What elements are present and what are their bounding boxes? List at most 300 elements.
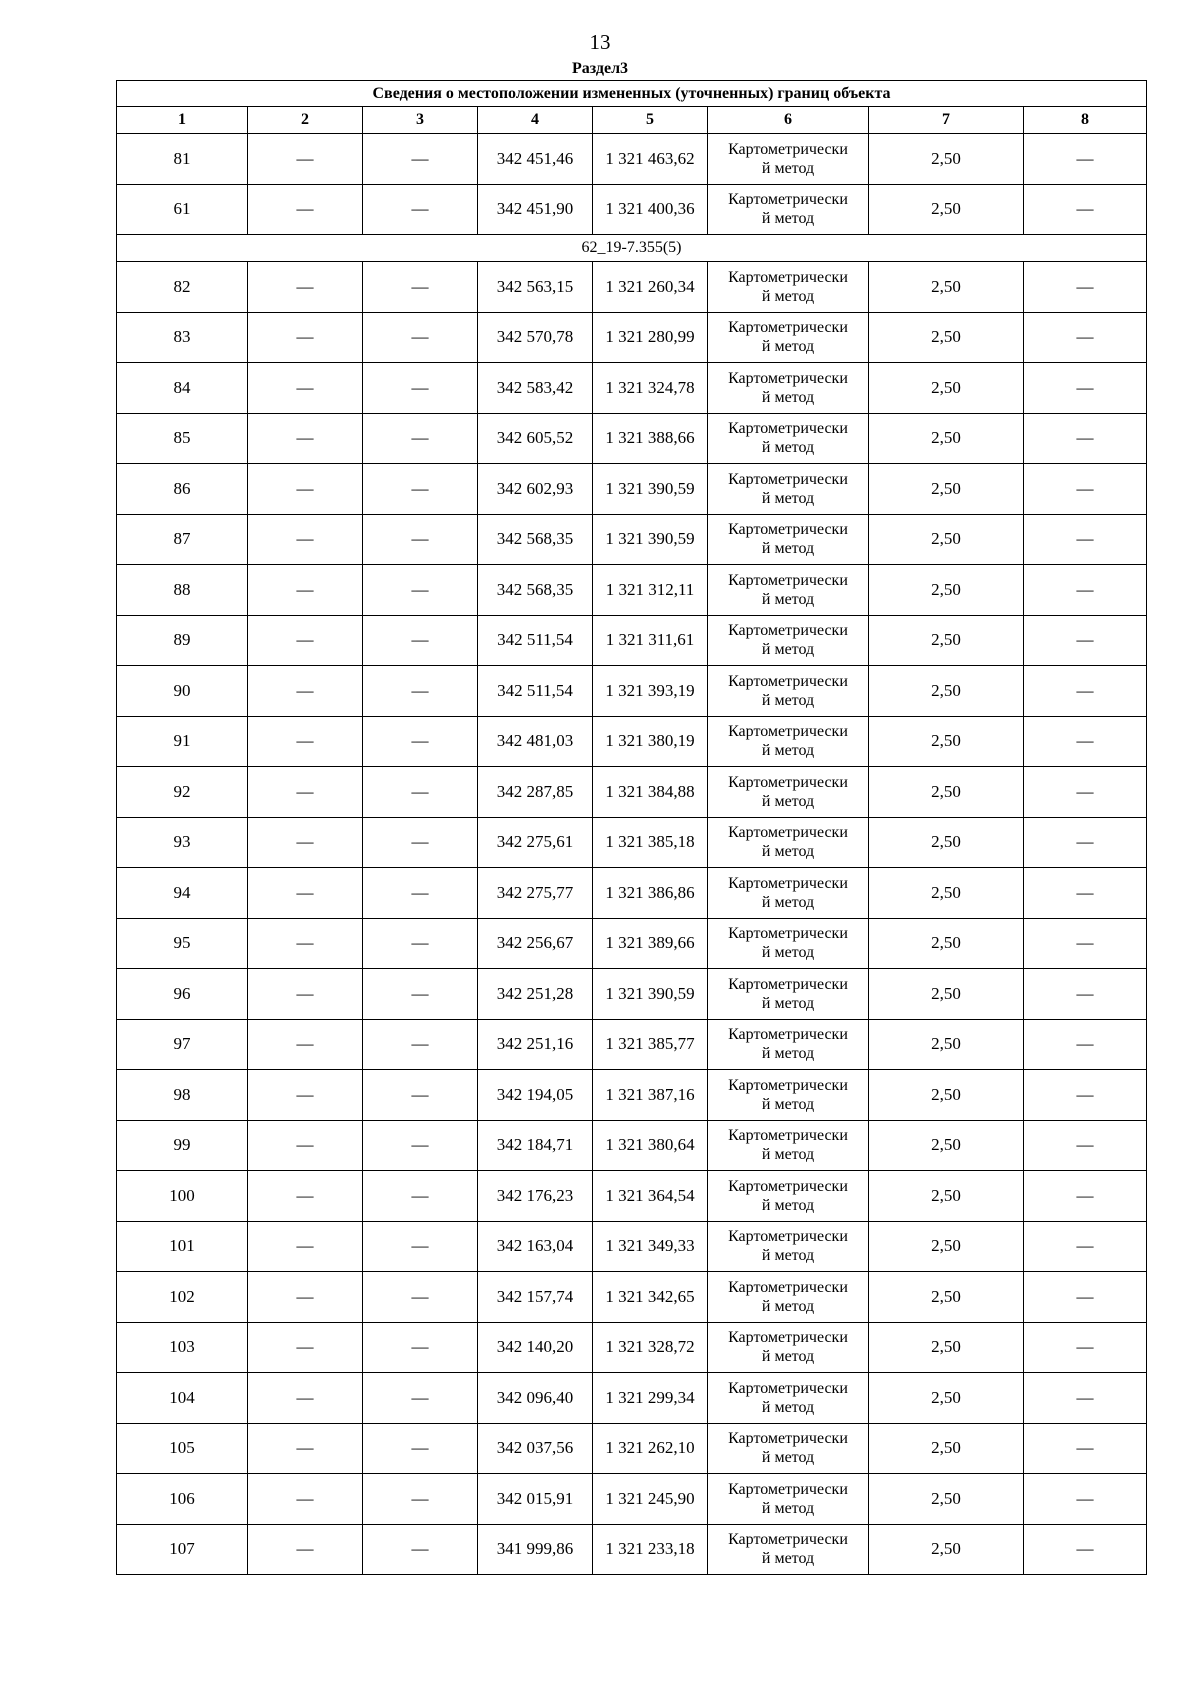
method-line-2: й метод [761, 1398, 815, 1416]
method-line-2: й метод [761, 1146, 815, 1164]
x-coordinate-cell: 342 015,91 [478, 1474, 593, 1525]
point-number-cell: 101 [117, 1221, 248, 1272]
x-coordinate-cell: 342 275,77 [478, 868, 593, 919]
method-line-2: й метод [761, 439, 815, 457]
method-line-2: й метод [761, 1297, 815, 1315]
method-line-1: Картометрически [728, 672, 848, 690]
column-2-cell: — [248, 1070, 363, 1121]
y-coordinate-cell: 1 321 311,61 [593, 615, 708, 666]
column-3-cell: — [363, 464, 478, 515]
table-row [117, 817, 1147, 868]
method-line-1: Картометрически [728, 420, 848, 438]
method-line-1: Картометрически [728, 1278, 848, 1296]
method-cell [708, 363, 869, 414]
column-8-cell: — [1024, 666, 1147, 717]
x-coordinate-cell: 342 570,78 [478, 312, 593, 363]
column-8-cell: — [1024, 817, 1147, 868]
table-row [117, 1272, 1147, 1323]
method-line-1: Картометрически [728, 571, 848, 589]
column-2-cell: — [248, 666, 363, 717]
table-row [117, 363, 1147, 414]
method-line-1: Картометрически [728, 824, 848, 842]
method-cell [708, 1171, 869, 1222]
method-line-2: й метод [761, 893, 815, 911]
method-line-2: й метод [761, 159, 815, 177]
accuracy-cell: 2,50 [869, 1120, 1024, 1171]
point-number-cell: 82 [117, 262, 248, 313]
method-line-1: Картометрически [728, 1228, 848, 1246]
point-number-cell: 95 [117, 918, 248, 969]
table-row [117, 868, 1147, 919]
point-number-cell: 85 [117, 413, 248, 464]
accuracy-cell: 2,50 [869, 1019, 1024, 1070]
column-3-cell: — [363, 1019, 478, 1070]
column-8-cell: — [1024, 363, 1147, 414]
y-coordinate-cell: 1 321 262,10 [593, 1423, 708, 1474]
method-cell [708, 1322, 869, 1373]
y-coordinate-cell: 1 321 342,65 [593, 1272, 708, 1323]
method-cell [708, 312, 869, 363]
column-8-cell: — [1024, 767, 1147, 818]
method-line-1: Картометрически [728, 925, 848, 943]
column-8-cell: — [1024, 1322, 1147, 1373]
y-coordinate-cell: 1 321 299,34 [593, 1373, 708, 1424]
column-2-cell: — [248, 514, 363, 565]
column-3-cell: — [363, 312, 478, 363]
method-line-2: й метод [761, 691, 815, 709]
accuracy-cell: 2,50 [869, 666, 1024, 717]
column-2-cell: — [248, 1474, 363, 1525]
method-cell [708, 184, 869, 235]
accuracy-cell: 2,50 [869, 918, 1024, 969]
column-2-cell: — [248, 1120, 363, 1171]
y-coordinate-cell: 1 321 380,64 [593, 1120, 708, 1171]
table-row [117, 413, 1147, 464]
point-number-cell: 98 [117, 1070, 248, 1121]
group-label: 62_19-7.355(5) [117, 235, 1147, 262]
method-line-1: Картометрически [728, 773, 848, 791]
point-number-cell: 86 [117, 464, 248, 515]
point-number-cell: 105 [117, 1423, 248, 1474]
method-cell [708, 868, 869, 919]
table-row [117, 464, 1147, 515]
table-row [117, 1373, 1147, 1424]
accuracy-cell: 2,50 [869, 817, 1024, 868]
method-line-2: й метод [761, 1499, 815, 1517]
column-2-cell: — [248, 615, 363, 666]
accuracy-cell: 2,50 [869, 1221, 1024, 1272]
method-cell [708, 413, 869, 464]
column-2-cell: — [248, 716, 363, 767]
column-8-cell: — [1024, 1019, 1147, 1070]
column-3-cell: — [363, 1322, 478, 1373]
column-number-8: 8 [1024, 107, 1147, 134]
table-caption: Сведения о местоположении измененных (уточненных) границ объекта [117, 81, 1147, 107]
method-cell [708, 817, 869, 868]
method-line-1: Картометрически [728, 191, 848, 209]
column-2-cell: — [248, 1373, 363, 1424]
method-line-1: Картометрически [728, 1329, 848, 1347]
table-row [117, 1474, 1147, 1525]
y-coordinate-cell: 1 321 390,59 [593, 514, 708, 565]
x-coordinate-cell: 342 275,61 [478, 817, 593, 868]
column-3-cell: — [363, 1120, 478, 1171]
y-coordinate-cell: 1 321 385,18 [593, 817, 708, 868]
column-3-cell: — [363, 868, 478, 919]
table-row [117, 262, 1147, 313]
accuracy-cell: 2,50 [869, 1272, 1024, 1323]
column-8-cell: — [1024, 464, 1147, 515]
accuracy-cell: 2,50 [869, 565, 1024, 616]
column-3-cell: — [363, 969, 478, 1020]
method-line-2: й метод [761, 1550, 815, 1568]
point-number-cell: 61 [117, 184, 248, 235]
accuracy-cell: 2,50 [869, 1373, 1024, 1424]
point-number-cell: 107 [117, 1524, 248, 1575]
column-8-cell: — [1024, 1373, 1147, 1424]
point-number-cell: 102 [117, 1272, 248, 1323]
accuracy-cell: 2,50 [869, 514, 1024, 565]
method-cell [708, 716, 869, 767]
table-row [117, 716, 1147, 767]
column-8-cell: — [1024, 514, 1147, 565]
y-coordinate-cell: 1 321 280,99 [593, 312, 708, 363]
x-coordinate-cell: 342 157,74 [478, 1272, 593, 1323]
table-row [117, 969, 1147, 1020]
column-8-cell: — [1024, 312, 1147, 363]
x-coordinate-cell: 342 563,15 [478, 262, 593, 313]
table-row [117, 1019, 1147, 1070]
accuracy-cell: 2,50 [869, 262, 1024, 313]
column-3-cell: — [363, 1524, 478, 1575]
point-number-cell: 91 [117, 716, 248, 767]
method-line-2: й метод [761, 1449, 815, 1467]
table-row [117, 514, 1147, 565]
x-coordinate-cell: 342 451,90 [478, 184, 593, 235]
method-cell [708, 1423, 869, 1474]
method-line-1: Картометрически [728, 1177, 848, 1195]
method-line-1: Картометрически [728, 1127, 848, 1145]
method-cell [708, 767, 869, 818]
boundary-table [116, 80, 1147, 1575]
method-cell [708, 1019, 869, 1070]
y-coordinate-cell: 1 321 390,59 [593, 464, 708, 515]
point-number-cell: 96 [117, 969, 248, 1020]
column-8-cell: — [1024, 615, 1147, 666]
y-coordinate-cell: 1 321 390,59 [593, 969, 708, 1020]
column-2-cell: — [248, 868, 363, 919]
column-number-3: 3 [363, 107, 478, 134]
y-coordinate-cell: 1 321 324,78 [593, 363, 708, 414]
column-2-cell: — [248, 363, 363, 414]
column-2-cell: — [248, 1423, 363, 1474]
x-coordinate-cell: 342 287,85 [478, 767, 593, 818]
column-8-cell: — [1024, 1474, 1147, 1525]
point-number-cell: 104 [117, 1373, 248, 1424]
y-coordinate-cell: 1 321 386,86 [593, 868, 708, 919]
column-number-2: 2 [248, 107, 363, 134]
point-number-cell: 93 [117, 817, 248, 868]
y-coordinate-cell: 1 321 393,19 [593, 666, 708, 717]
column-2-cell: — [248, 817, 363, 868]
point-number-cell: 89 [117, 615, 248, 666]
method-cell [708, 565, 869, 616]
column-number-6: 6 [708, 107, 869, 134]
method-line-2: й метод [761, 641, 815, 659]
y-coordinate-cell: 1 321 328,72 [593, 1322, 708, 1373]
x-coordinate-cell: 342 163,04 [478, 1221, 593, 1272]
point-number-cell: 87 [117, 514, 248, 565]
method-cell [708, 666, 869, 717]
table-row [117, 134, 1147, 185]
method-line-1: Картометрически [728, 1076, 848, 1094]
method-line-1: Картометрически [728, 1026, 848, 1044]
table-body [117, 134, 1147, 1575]
x-coordinate-cell: 342 568,35 [478, 565, 593, 616]
y-coordinate-cell: 1 321 388,66 [593, 413, 708, 464]
table-row [117, 312, 1147, 363]
page-number: 13 [589, 30, 611, 54]
method-cell [708, 514, 869, 565]
method-line-2: й метод [761, 994, 815, 1012]
column-number-5: 5 [593, 107, 708, 134]
column-number-row [117, 107, 1147, 134]
method-cell [708, 134, 869, 185]
section-title: Раздел3 [571, 60, 629, 77]
method-line-2: й метод [761, 287, 815, 305]
column-3-cell: — [363, 184, 478, 235]
column-2-cell: — [248, 1019, 363, 1070]
table-row [117, 1322, 1147, 1373]
method-cell [708, 1221, 869, 1272]
column-8-cell: — [1024, 716, 1147, 767]
x-coordinate-cell: 342 140,20 [478, 1322, 593, 1373]
column-2-cell: — [248, 565, 363, 616]
column-2-cell: — [248, 262, 363, 313]
table-row [117, 767, 1147, 818]
column-3-cell: — [363, 1070, 478, 1121]
point-number-cell: 106 [117, 1474, 248, 1525]
table-row [117, 918, 1147, 969]
y-coordinate-cell: 1 321 312,11 [593, 565, 708, 616]
accuracy-cell: 2,50 [869, 1524, 1024, 1575]
accuracy-cell: 2,50 [869, 1423, 1024, 1474]
method-cell [708, 1524, 869, 1575]
y-coordinate-cell: 1 321 260,34 [593, 262, 708, 313]
x-coordinate-cell: 342 511,54 [478, 666, 593, 717]
method-line-2: й метод [761, 338, 815, 356]
x-coordinate-cell: 342 096,40 [478, 1373, 593, 1424]
column-2-cell: — [248, 1322, 363, 1373]
column-3-cell: — [363, 413, 478, 464]
column-3-cell: — [363, 363, 478, 414]
column-3-cell: — [363, 565, 478, 616]
table-row [117, 666, 1147, 717]
method-line-2: й метод [761, 792, 815, 810]
column-8-cell: — [1024, 1120, 1147, 1171]
column-8-cell: — [1024, 1070, 1147, 1121]
accuracy-cell: 2,50 [869, 363, 1024, 414]
column-8-cell: — [1024, 413, 1147, 464]
point-number-cell: 103 [117, 1322, 248, 1373]
accuracy-cell: 2,50 [869, 1171, 1024, 1222]
column-2-cell: — [248, 767, 363, 818]
accuracy-cell: 2,50 [869, 1322, 1024, 1373]
column-2-cell: — [248, 413, 363, 464]
table-row [117, 1524, 1147, 1575]
accuracy-cell: 2,50 [869, 969, 1024, 1020]
point-number-cell: 88 [117, 565, 248, 616]
method-cell [708, 1474, 869, 1525]
method-line-2: й метод [761, 742, 815, 760]
x-coordinate-cell: 341 999,86 [478, 1524, 593, 1575]
x-coordinate-cell: 342 184,71 [478, 1120, 593, 1171]
point-number-cell: 81 [117, 134, 248, 185]
column-number-1: 1 [117, 107, 248, 134]
x-coordinate-cell: 342 568,35 [478, 514, 593, 565]
y-coordinate-cell: 1 321 364,54 [593, 1171, 708, 1222]
method-cell [708, 262, 869, 313]
point-number-cell: 97 [117, 1019, 248, 1070]
column-8-cell: — [1024, 1221, 1147, 1272]
method-line-1: Картометрически [728, 1379, 848, 1397]
method-line-2: й метод [761, 489, 815, 507]
group-header-row [117, 235, 1147, 262]
column-2-cell: — [248, 134, 363, 185]
table-row [117, 1171, 1147, 1222]
y-coordinate-cell: 1 321 385,77 [593, 1019, 708, 1070]
method-line-2: й метод [761, 1095, 815, 1113]
column-3-cell: — [363, 817, 478, 868]
column-2-cell: — [248, 918, 363, 969]
column-8-cell: — [1024, 134, 1147, 185]
method-line-1: Картометрически [728, 975, 848, 993]
column-3-cell: — [363, 767, 478, 818]
column-3-cell: — [363, 1272, 478, 1323]
accuracy-cell: 2,50 [869, 767, 1024, 818]
method-cell [708, 1120, 869, 1171]
method-line-1: Картометрически [728, 622, 848, 640]
column-8-cell: — [1024, 1423, 1147, 1474]
method-line-1: Картометрически [728, 140, 848, 158]
accuracy-cell: 2,50 [869, 464, 1024, 515]
accuracy-cell: 2,50 [869, 615, 1024, 666]
y-coordinate-cell: 1 321 233,18 [593, 1524, 708, 1575]
column-3-cell: — [363, 1474, 478, 1525]
table-row [117, 1120, 1147, 1171]
column-number-4: 4 [478, 107, 593, 134]
method-cell [708, 464, 869, 515]
method-cell [708, 1272, 869, 1323]
point-number-cell: 100 [117, 1171, 248, 1222]
column-3-cell: — [363, 134, 478, 185]
column-8-cell: — [1024, 262, 1147, 313]
table-row [117, 565, 1147, 616]
point-number-cell: 92 [117, 767, 248, 818]
x-coordinate-cell: 342 256,67 [478, 918, 593, 969]
column-3-cell: — [363, 918, 478, 969]
column-3-cell: — [363, 262, 478, 313]
method-line-1: Картометрически [728, 723, 848, 741]
x-coordinate-cell: 342 176,23 [478, 1171, 593, 1222]
x-coordinate-cell: 342 481,03 [478, 716, 593, 767]
accuracy-cell: 2,50 [869, 1474, 1024, 1525]
point-number-cell: 94 [117, 868, 248, 919]
accuracy-cell: 2,50 [869, 868, 1024, 919]
column-3-cell: — [363, 1221, 478, 1272]
y-coordinate-cell: 1 321 245,90 [593, 1474, 708, 1525]
method-cell [708, 1070, 869, 1121]
column-3-cell: — [363, 514, 478, 565]
column-2-cell: — [248, 1171, 363, 1222]
x-coordinate-cell: 342 583,42 [478, 363, 593, 414]
x-coordinate-cell: 342 037,56 [478, 1423, 593, 1474]
table-row [117, 1070, 1147, 1121]
column-2-cell: — [248, 184, 363, 235]
method-line-1: Картометрически [728, 369, 848, 387]
y-coordinate-cell: 1 321 380,19 [593, 716, 708, 767]
column-8-cell: — [1024, 1171, 1147, 1222]
method-line-1: Картометрически [728, 874, 848, 892]
column-8-cell: — [1024, 969, 1147, 1020]
column-2-cell: — [248, 464, 363, 515]
accuracy-cell: 2,50 [869, 184, 1024, 235]
method-line-2: й метод [761, 1045, 815, 1063]
accuracy-cell: 2,50 [869, 413, 1024, 464]
x-coordinate-cell: 342 511,54 [478, 615, 593, 666]
y-coordinate-cell: 1 321 400,36 [593, 184, 708, 235]
column-2-cell: — [248, 1272, 363, 1323]
column-8-cell: — [1024, 1272, 1147, 1323]
y-coordinate-cell: 1 321 387,16 [593, 1070, 708, 1121]
column-3-cell: — [363, 666, 478, 717]
y-coordinate-cell: 1 321 349,33 [593, 1221, 708, 1272]
method-line-1: Картометрически [728, 319, 848, 337]
method-cell [708, 1373, 869, 1424]
column-2-cell: — [248, 312, 363, 363]
table-row [117, 615, 1147, 666]
table-row [117, 1221, 1147, 1272]
x-coordinate-cell: 342 251,16 [478, 1019, 593, 1070]
column-8-cell: — [1024, 868, 1147, 919]
column-3-cell: — [363, 615, 478, 666]
y-coordinate-cell: 1 321 389,66 [593, 918, 708, 969]
column-3-cell: — [363, 1171, 478, 1222]
column-8-cell: — [1024, 918, 1147, 969]
y-coordinate-cell: 1 321 384,88 [593, 767, 708, 818]
method-line-2: й метод [761, 843, 815, 861]
column-number-7: 7 [869, 107, 1024, 134]
method-line-1: Картометрически [728, 1531, 848, 1549]
method-line-1: Картометрически [728, 268, 848, 286]
method-line-1: Картометрически [728, 470, 848, 488]
table-row [117, 184, 1147, 235]
column-2-cell: — [248, 969, 363, 1020]
method-line-2: й метод [761, 1348, 815, 1366]
column-3-cell: — [363, 1373, 478, 1424]
column-3-cell: — [363, 716, 478, 767]
x-coordinate-cell: 342 251,28 [478, 969, 593, 1020]
method-cell [708, 969, 869, 1020]
method-line-1: Картометрически [728, 521, 848, 539]
accuracy-cell: 2,50 [869, 312, 1024, 363]
point-number-cell: 84 [117, 363, 248, 414]
method-line-2: й метод [761, 1247, 815, 1265]
method-cell [708, 615, 869, 666]
column-3-cell: — [363, 1423, 478, 1474]
method-line-1: Картометрически [728, 1430, 848, 1448]
method-line-2: й метод [761, 540, 815, 558]
